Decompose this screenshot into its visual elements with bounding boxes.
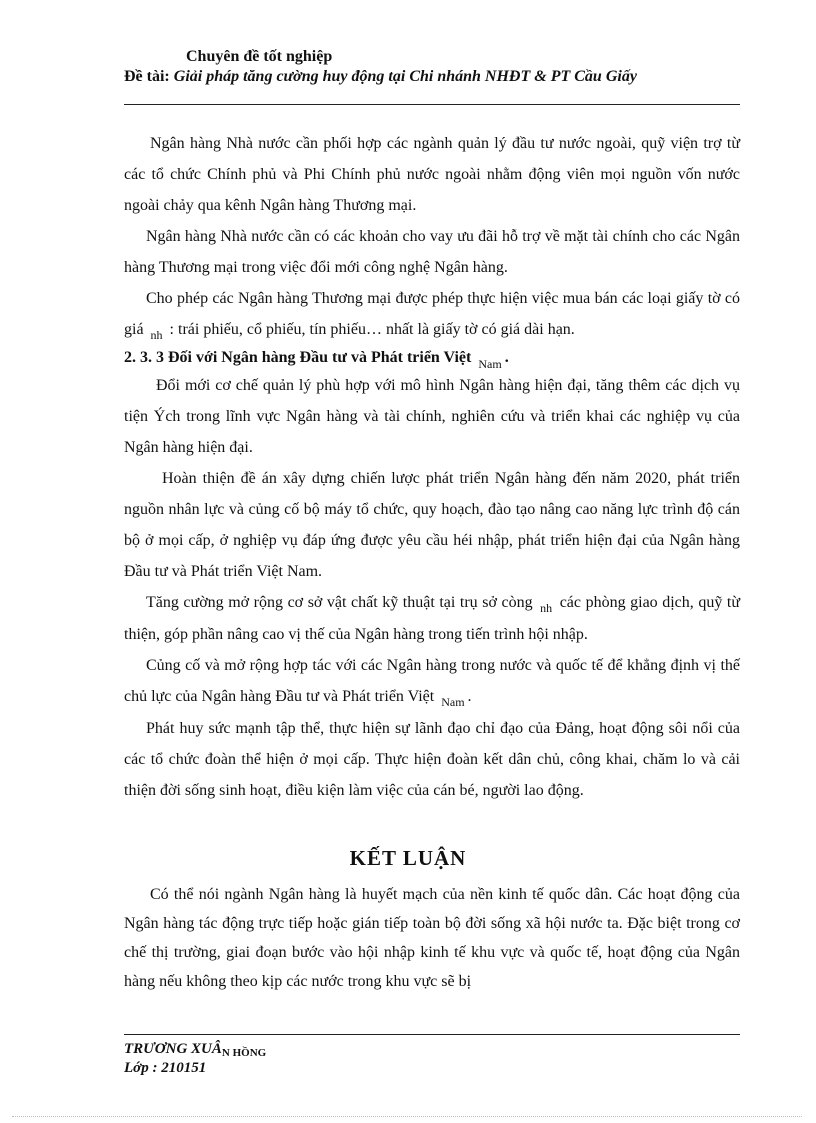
footer-author: TRƯƠNG $XUÂ_{N HỒNG}$ (124, 1041, 267, 1059)
header-topic (124, 68, 637, 86)
header-subtitle: Chuyên đề tốt nghiệp (186, 48, 333, 65)
document-body (124, 128, 740, 806)
section-heading: 2. 3. 3 Đối với Ngân hàng Đầu tư và Phát triển Việt $_{Nam}$ . (124, 349, 509, 371)
footer-divider (124, 1034, 740, 1035)
topic-title: Giải pháp tăng cường huy động tại Chi nhánh NHĐT & PT Cầu Giấy (169, 68, 637, 85)
page-footer (124, 1040, 266, 1077)
paragraph: Củng cố và mở rộng hợp tác với các Ngân hàng trong nước và quốc tế để khẳng định vị thế chủ lực của Ngân hàng Đầu tư và Phát triển Việt $_{Nam}$ . (124, 657, 740, 709)
paragraph: Cho phép các Ngân hàng Thương mại được phép thực hiện việc mua bán các loại giấy tờ có giá $_{nh}$ : trái phiếu, cổ phiếu, tín phiếu… nhất là giấy tờ có giá dài hạn. (124, 290, 740, 342)
header-divider (124, 104, 740, 105)
footer-class: Lớp : 210151 (124, 1060, 207, 1076)
paragraph: Phát huy sức mạnh tập thể, thực hiện sự lãnh đạo chỉ đạo của Đảng, hoạt động sôi nổi của các tổ chức đoàn thể hiện ở mọi cấp. Thực hiện đoàn kết dân chủ, công khai, chăm lo và cải thiện đời sống sinh hoạt, điều kiện làm việc của cán bé, người lao động. (124, 720, 740, 799)
paragraph: Ngân hàng Nhà nước cần có các khoản cho vay ưu đãi hỗ trợ về mặt tài chính cho các Ngân hàng Thương mại trong việc đổi mới công nghệ Ngân hàng. (124, 228, 740, 276)
paragraph: Có thể nói ngành Ngân hàng là huyết mạch của nền kinh tế quốc dân. Các hoạt động của Ngân hàng tác động trực tiếp hoặc gián tiếp toàn bộ đời sống xã hội nước ta. Đặc biệt trong cơ chế thị trường, giai đoạn bước vào hội nhập kinh tế khu vực và quốc tế, hoạt động của Ngân hàng nếu không theo kịp các nước trong khu vực sẽ bị (124, 886, 740, 990)
conclusion-title: KẾT LUẬN (349, 846, 467, 870)
paragraph: Hoàn thiện đề án xây dựng chiến lược phát triển Ngân hàng đến năm 2020, phát triển nguồn nhân lực và củng cố bộ máy tổ chức, quy hoạch, đào tạo nâng cao năng lực trình độ cán bộ ở mọi cấp, ở nghiệp vụ đáp ứng được yêu cầu héi nhập, phát triển hiện đại của Ngân hàng Đầu tư và Phát triển Việt Nam. (124, 470, 740, 580)
conclusion-body (124, 880, 740, 996)
paragraph: Đổi mới cơ chế quản lý phù hợp với mô hình Ngân hàng hiện đại, tăng thêm các dịch vụ tiện Ých trong lĩnh vực Ngân hàng và tài chính, nghiên cứu và triển khai các nghiệp vụ của Ngân hàng hiện đại. (124, 377, 740, 456)
topic-label: Đề tài: (124, 68, 170, 85)
paragraph: Ngân hàng Nhà nước cần phối hợp các ngành quản lý đầu tư nước ngoài, quỹ viện trợ từ các tổ chức Chính phủ và Phi Chính phủ nước ngoài nhằm động viên mọi nguồn vốn nước ngoài chảy qua kênh Ngân hàng Thương mại. (124, 135, 740, 214)
page-edge-divider (12, 1116, 802, 1117)
paragraph: Tăng cường mở rộng cơ sở vật chất kỹ thuật tại trụ sở còng $_{nh}$ các phòng giao dịch, quỹ từ thiện, góp phần nâng cao vị thế của Ngân hàng trong tiến trình hội nhập. (124, 594, 741, 643)
